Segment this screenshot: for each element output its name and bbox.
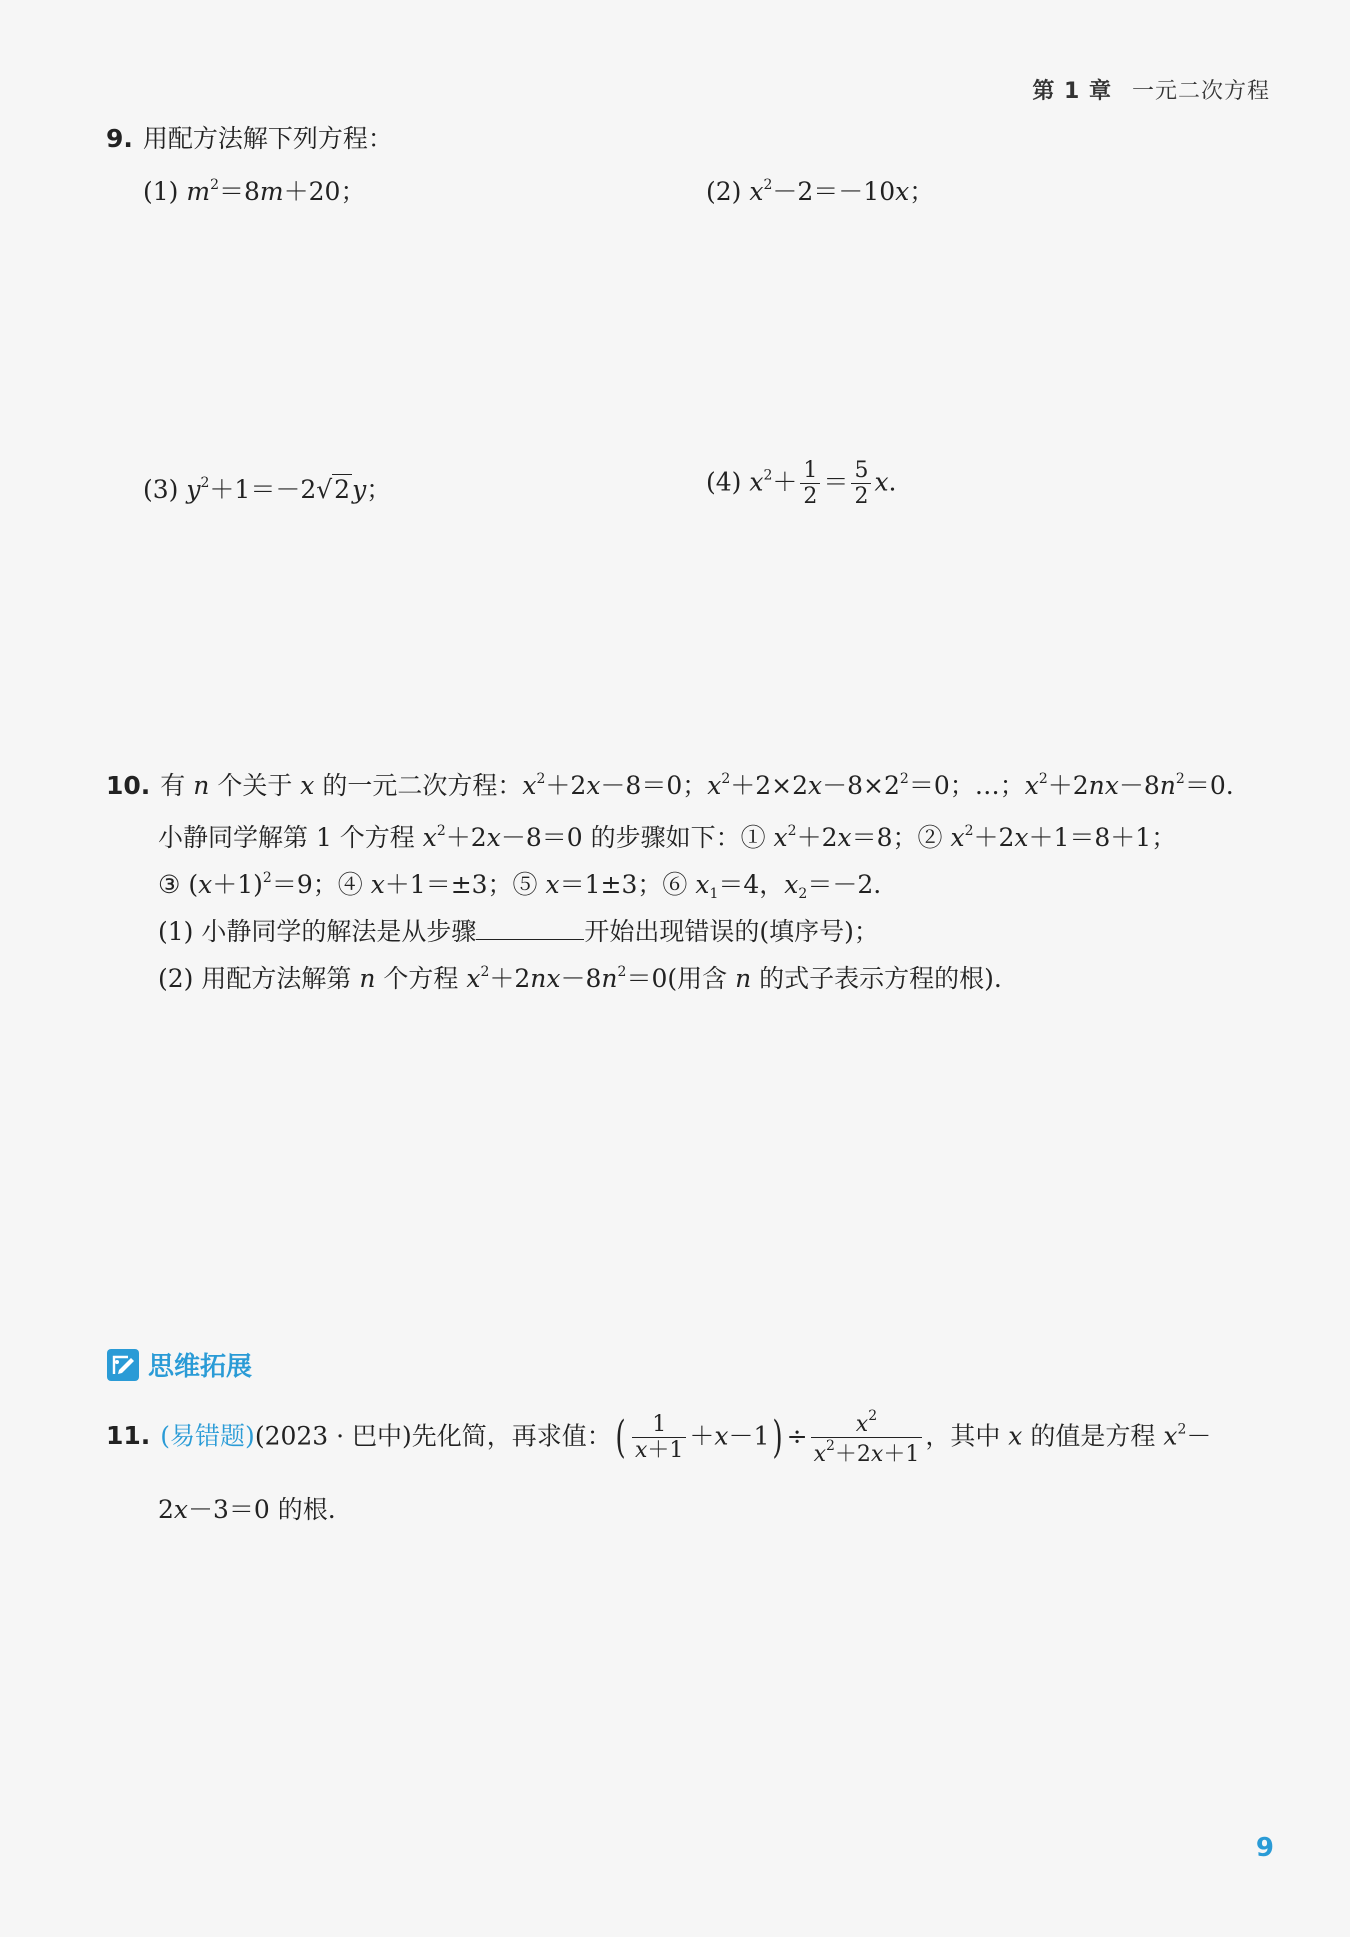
q11-line-2: 2x－3＝0 的根. [158,1495,336,1524]
fraction: $\frac{x^2}{x^2+2x+1}$ [811,1408,923,1468]
stem-text: 的一元二次方程： [322,771,523,800]
question-source: (2023 · 巴中) [254,1421,412,1451]
part-label: (2) [706,177,742,206]
q9-part-4: (4) $x^2+$ $\frac{1}{2}$ ＝ $\frac{5}{2}$ x. [706,458,897,510]
stem-text: 个关于 [217,771,293,800]
q10-line-2: 小静同学解第 1 个方程 $x^2+2x-8=0$ 的步骤如下：① $x^2+2x=8$；② $x^2+2x+1=8+1$； [158,823,1177,852]
part-label: (3) [143,475,179,504]
fraction: $\frac{1}{x+1}$ [632,1412,686,1464]
fraction: $\frac{1}{2}$ [800,458,820,510]
question-stem: 用配方法解下列方程： [142,124,393,153]
page-number: 9 [1255,1833,1274,1863]
question-11-stem: 11. (易错题)(2023 · 巴中)先化简，再求值：( $\frac{1}{x+1}$ ＋x－1) ÷ $\frac{x^2}{x^2+2x+1}$ ，其中 x 的值是方程 $x^2-$ [106,1408,1212,1468]
q10-line-3: ③ $(x+1)^2=9$；④ x＋1＝±3；⑤ x＝1±3；⑥ $x_1=4$，$x_2=-2$. [158,870,882,902]
stem-text: ，其中 [925,1421,1001,1451]
q9-part-1: (1) $m^2=8m+20$； [143,177,366,206]
stem-text: 先化简，再求值： [411,1421,612,1451]
question-number: 10. [106,771,151,800]
part-label: (1) [143,177,179,206]
stem-text: (用含 [667,964,728,993]
stem-text: 开始出现错误的(填序号)； [584,917,879,946]
stem-text: 有 [160,771,186,800]
q10-sub-1 [158,912,879,948]
chapter-number: 第 1 章 [1032,79,1112,104]
section-title: 思维拓展 [148,1352,253,1382]
stem-text: 的值是方程 [1030,1421,1156,1451]
stem-text: 个方程 [383,964,459,993]
fraction: $\frac{5}{2}$ [851,458,871,510]
question-9-stem [106,124,393,154]
stem-text: (2) 用配方法解第 [158,964,352,993]
question-number: 9. [106,124,133,153]
q10-sub-2: (2) 用配方法解第 n 个方程 $x^2+2nx-8n^2=0$(用含 n 的式子表示方程的根). [158,964,1002,993]
q9-part-2: (2) $x^2-2=-10x$； [706,177,935,206]
stem-text: 小静同学解第 1 个方程 [158,823,415,852]
stem-text: (1) 小静同学的解法是从步骤 [158,917,477,946]
pencil-note-icon [106,1348,140,1382]
sqrt-symbol: √2 [316,475,351,504]
question-tag: (易错题) [160,1421,255,1451]
stem-text: 的根. [277,1495,336,1524]
q9-part-3: (3) $y^2+1=-2√2y$； [143,475,392,504]
stem-text: 的式子表示方程的根). [759,964,1002,993]
chapter-title: 一元二次方程 [1131,79,1270,104]
part-label: (4) [706,467,742,497]
question-number: 11. [106,1421,151,1451]
question-10-stem: 10. 有 n 个关于 x 的一元二次方程：$x^2+2x-8=0$；$x^2+2\times 2x-8\times 2^2=0$；…；$x^2+2nx-8n^2=0$. [106,771,1234,800]
answer-blank[interactable] [476,921,584,940]
section-header [106,1346,252,1383]
chapter-header [1032,74,1270,105]
stem-text: 的步骤如下： [590,823,741,852]
